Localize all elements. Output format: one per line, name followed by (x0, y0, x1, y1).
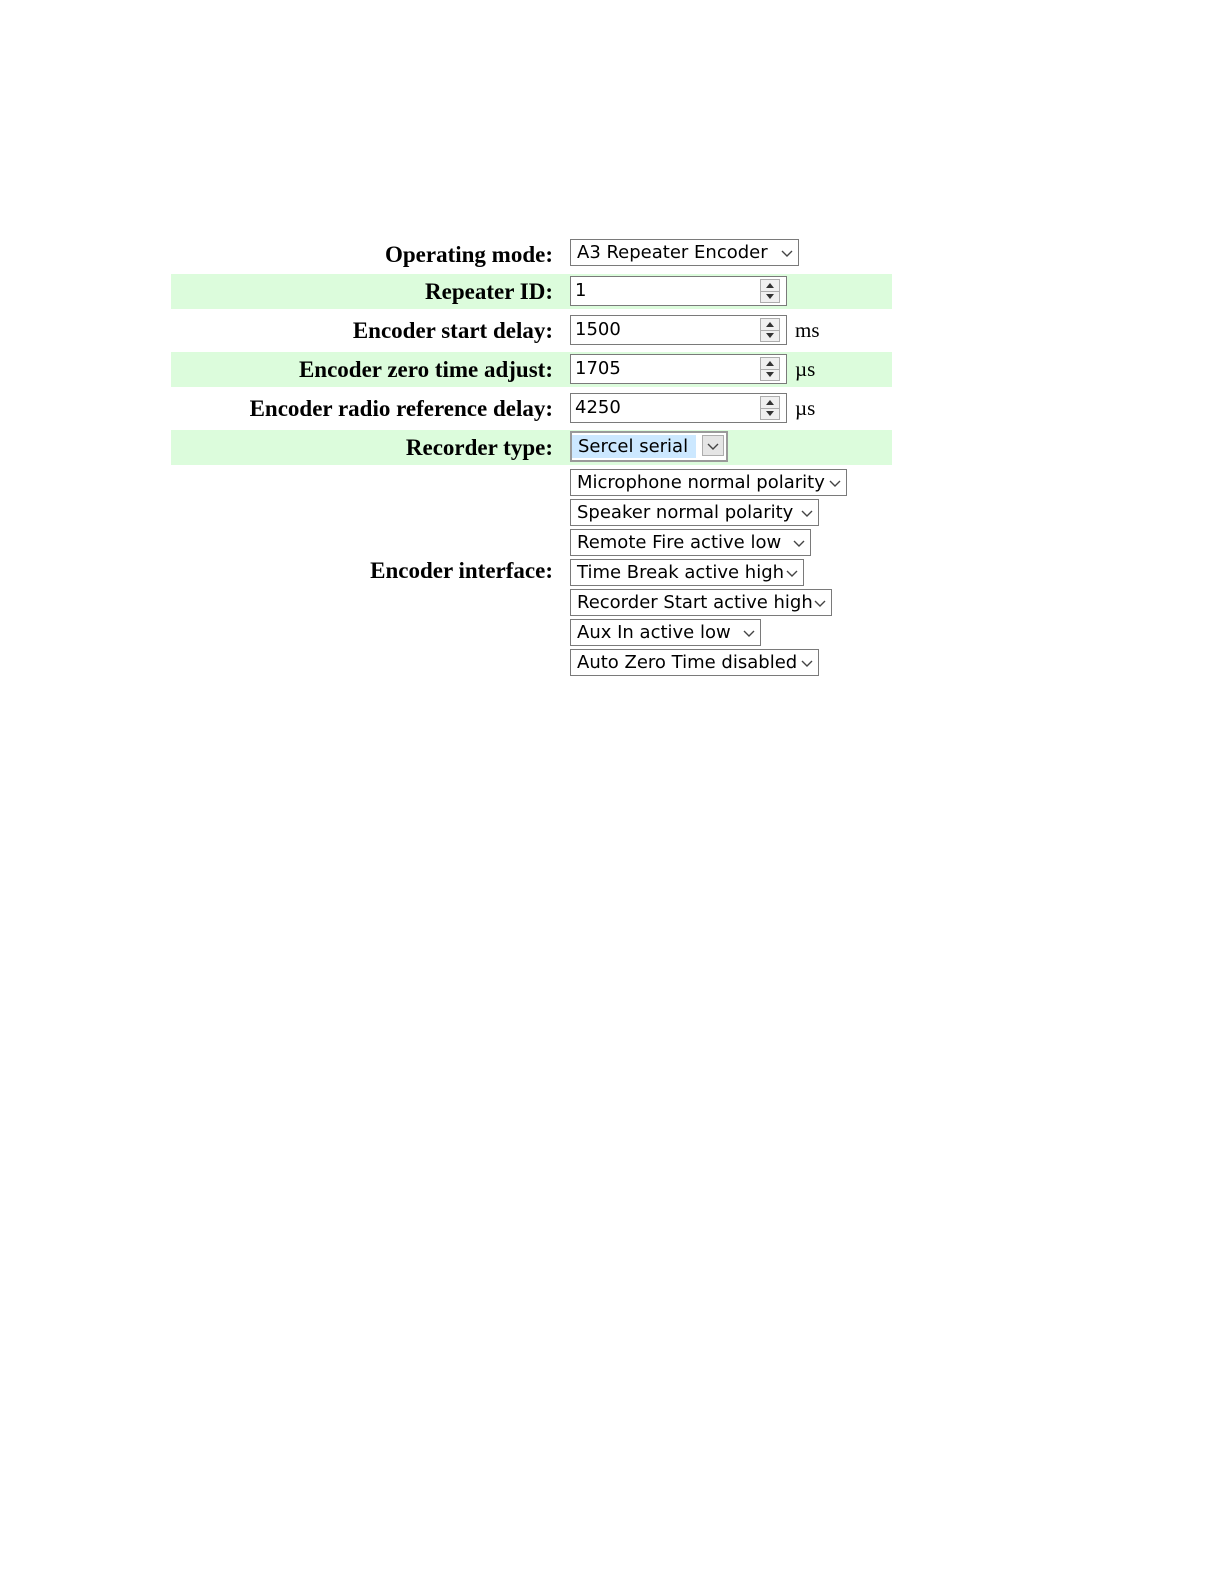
triangle-down-icon (766, 411, 774, 416)
chevron-down-icon (707, 441, 719, 451)
row-recorder-type (171, 430, 892, 465)
encoder-zero-time-adjust-value: 1705 (575, 358, 621, 379)
repeater-id-value: 1 (575, 280, 587, 301)
microphone-polarity-value: Microphone normal polarity (577, 472, 825, 493)
spinner-down-button[interactable] (761, 330, 779, 341)
encoder-zero-time-adjust-label: Encoder zero time adjust: (298, 356, 553, 382)
chevron-down-icon (743, 628, 755, 638)
triangle-down-icon (766, 372, 774, 377)
remote-fire-value: Remote Fire active low (577, 532, 782, 553)
spinner-buttons (760, 279, 780, 303)
auto-zero-time-select[interactable] (570, 649, 819, 676)
recorder-type-dropdown-button[interactable] (702, 435, 724, 456)
recorder-type-label: Recorder type: (405, 434, 553, 460)
chevron-down-icon (801, 658, 813, 668)
operating-mode-value: A3 Repeater Encoder (577, 242, 768, 263)
recorder-type-value: Sercel serial (572, 435, 696, 458)
encoder-interface-label: Encoder interface: (370, 558, 553, 583)
aux-in-value: Aux In active low (577, 622, 731, 643)
spinner-down-button[interactable] (761, 408, 779, 419)
triangle-down-icon (766, 333, 774, 338)
operating-mode-select[interactable] (570, 239, 799, 266)
row-operating-mode (171, 236, 892, 274)
row-encoder-interface (171, 465, 892, 675)
encoder-start-delay-spinner[interactable] (570, 315, 787, 345)
operating-mode-label: Operating mode: (384, 242, 553, 267)
triangle-up-icon (766, 361, 774, 366)
encoder-radio-reference-delay-value: 4250 (575, 397, 621, 418)
remote-fire-select[interactable] (570, 529, 811, 556)
repeater-id-label: Repeater ID: (425, 278, 553, 304)
recorder-start-select[interactable] (570, 589, 832, 616)
encoder-start-delay-value: 1500 (575, 319, 621, 340)
chevron-down-icon (829, 478, 841, 488)
repeater-id-spinner[interactable] (570, 276, 787, 306)
encoder-radio-reference-delay-spinner[interactable] (570, 393, 787, 423)
triangle-up-icon (766, 400, 774, 405)
row-encoder-radio-reference-delay (171, 387, 892, 430)
row-repeater-id (171, 274, 892, 309)
time-break-select[interactable] (570, 559, 804, 586)
chevron-down-icon (781, 248, 793, 258)
chevron-down-icon (786, 568, 798, 578)
triangle-up-icon (766, 283, 774, 288)
spinner-down-button[interactable] (761, 369, 779, 380)
settings-form (171, 236, 892, 675)
auto-zero-time-value: Auto Zero Time disabled (577, 652, 798, 673)
chevron-down-icon (793, 538, 805, 548)
speaker-polarity-select[interactable] (570, 499, 819, 526)
speaker-polarity-value: Speaker normal polarity (577, 502, 794, 523)
recorder-type-select[interactable] (570, 431, 728, 462)
spinner-buttons (760, 396, 780, 420)
encoder-interface-list (570, 469, 847, 679)
recorder-start-value: Recorder Start active high (577, 592, 813, 613)
encoder-radio-reference-delay-unit: µs (795, 395, 816, 420)
chevron-down-icon (814, 598, 826, 608)
spinner-down-button[interactable] (761, 291, 779, 302)
encoder-radio-reference-delay-label: Encoder radio reference delay: (249, 395, 553, 421)
chevron-down-icon (801, 508, 813, 518)
encoder-start-delay-label: Encoder start delay: (352, 317, 553, 343)
time-break-value: Time Break active high (577, 562, 785, 583)
encoder-start-delay-unit: ms (795, 317, 820, 342)
encoder-zero-time-adjust-unit: µs (795, 356, 816, 381)
row-encoder-zero-time-adjust (171, 352, 892, 387)
aux-in-select[interactable] (570, 619, 761, 646)
spinner-buttons (760, 357, 780, 381)
microphone-polarity-select[interactable] (570, 469, 847, 496)
encoder-zero-time-adjust-spinner[interactable] (570, 354, 787, 384)
row-encoder-start-delay (171, 309, 892, 352)
spinner-buttons (760, 318, 780, 342)
triangle-up-icon (766, 322, 774, 327)
triangle-down-icon (766, 294, 774, 299)
